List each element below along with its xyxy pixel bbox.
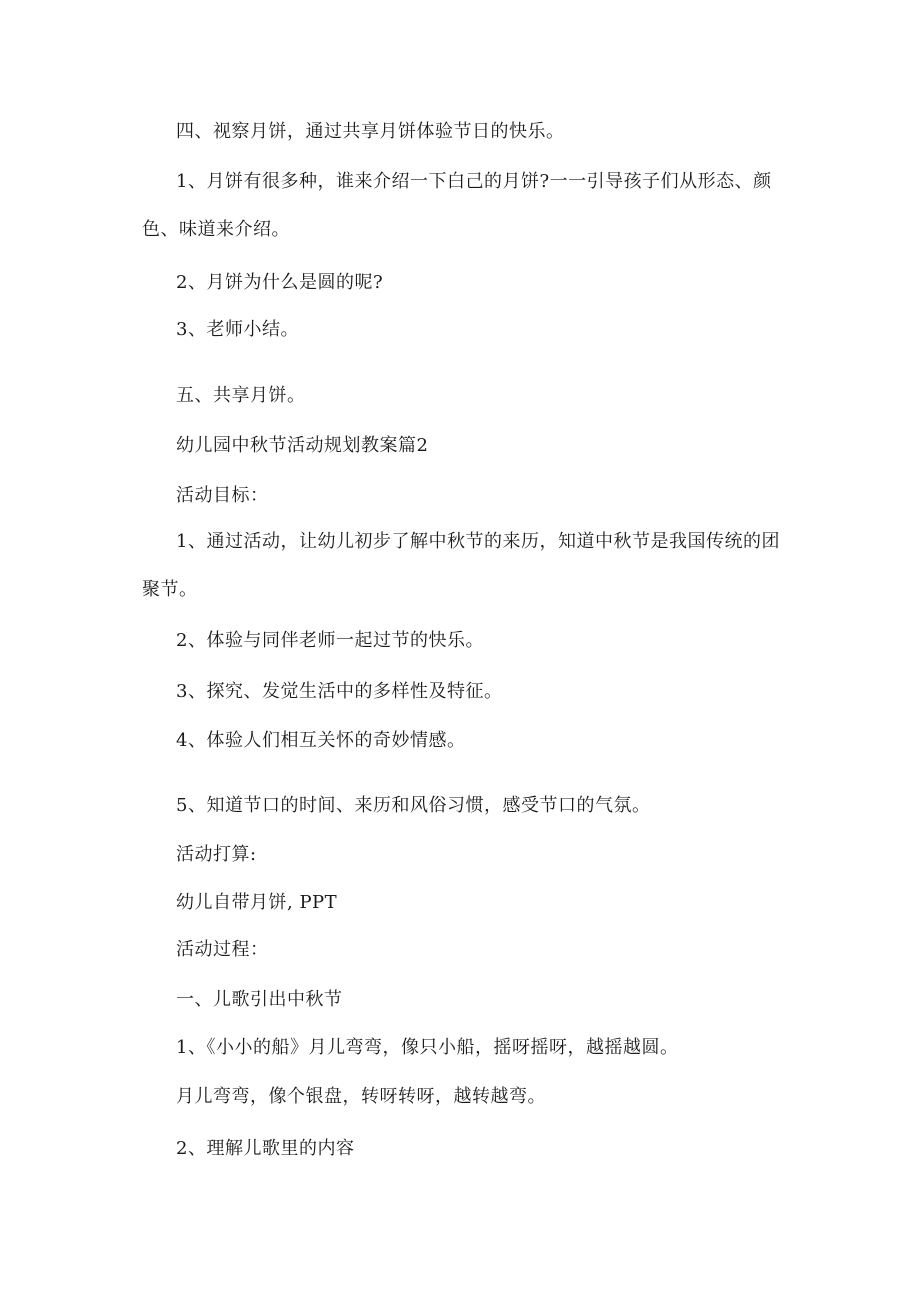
process-step-1-item-1: 1、《小小的船》月儿弯弯，像只小船，摇呀摇呀，越摇越圆。 xyxy=(176,1037,679,1058)
goal-3: 3、探究、发觉生活中的多样性及特征。 xyxy=(176,681,503,702)
section-heading-share-mooncakes: 五、共享月饼。 xyxy=(176,385,306,406)
process-step-1-item-2: 2、理解儿歌里的内容 xyxy=(176,1138,355,1159)
goal-1-part2: 聚节。 xyxy=(142,579,198,600)
paragraph-item-2: 2、月饼为什么是圆的呢? xyxy=(176,272,384,293)
preparation-content: 幼儿自带月饼, PPT xyxy=(176,892,338,913)
process-step-1-rhyme-line: 月儿弯弯，像个银盘，转呀转呀，越转越弯。 xyxy=(176,1086,546,1107)
paragraph-item-1-part2: 色、味道来介绍。 xyxy=(142,219,290,240)
goal-1-part1: 1、通过活动，让幼儿初步了解中秋节的来历，知道中秋节是我国传统的团 xyxy=(176,531,780,552)
lesson-title: 幼儿园中秋节活动规划教案篇2 xyxy=(176,435,429,456)
goals-heading: 活动目标： xyxy=(176,485,269,506)
section-heading-observe-mooncakes: 四、视察月饼，通过共享月饼体验节日的快乐。 xyxy=(176,121,565,142)
paragraph-item-3: 3、老师小结。 xyxy=(176,319,299,340)
goal-4: 4、体验人们相互关怀的奇妙情感。 xyxy=(176,730,466,751)
process-heading: 活动过程： xyxy=(176,939,269,960)
process-step-1-heading: 一、儿歌引出中秋节 xyxy=(176,989,343,1010)
preparation-heading: 活动打算: xyxy=(176,844,257,865)
goal-5: 5、知道节口的时间、来历和风俗习惯，感受节口的气氛。 xyxy=(176,795,651,816)
goal-2: 2、体验与同伴老师一起过节的快乐。 xyxy=(176,630,484,651)
paragraph-item-1-part1: 1、月饼有很多种，谁来介绍一下白己的月饼?一一引导孩子们从形态、颜 xyxy=(176,171,772,192)
